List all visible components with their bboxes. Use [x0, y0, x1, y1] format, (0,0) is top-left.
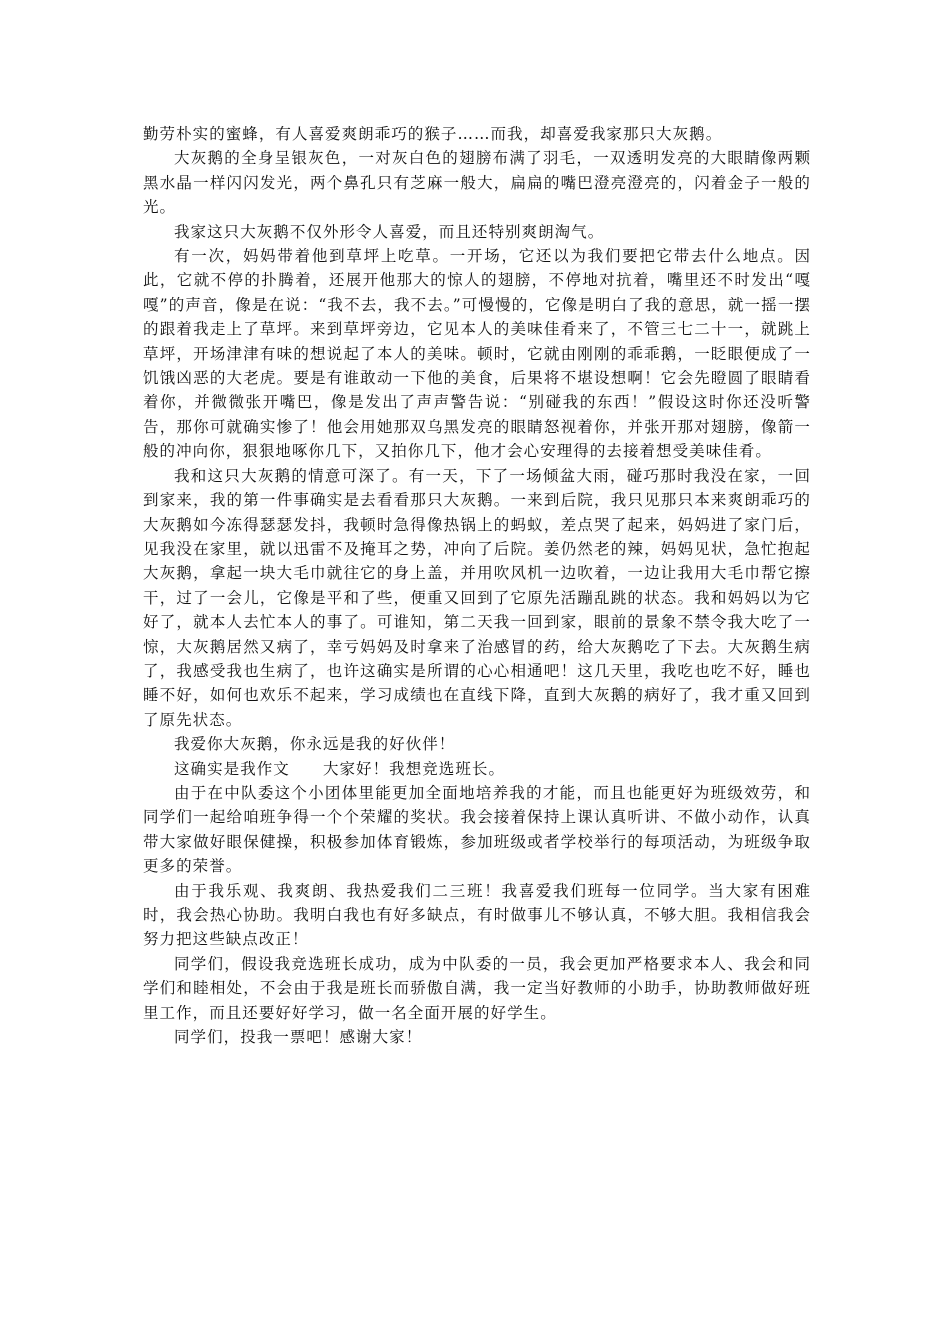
- paragraph-4: 有一次，妈妈带着他到草坪上吃草。一开场，它还以为我们要把它带去什么地点。因此，它就不停的扑腾着，还展开他那大的惊人的翅膀，不停地对抗着，嘴里还不时发出“嘎嘎”的声音，像是在说：“我不去，我不去。”可慢慢的，它像是明白了我的意思，就一摇一摆的跟着我走上了草坪。来到草坪旁边，它见本人的美味佳肴来了，不管三七二十一，就跳上草坪，开场津津有味的想说起了本人的美味。顿时，它就由刚刚的乖乖鹅，一眨眼便成了一饥饿凶恶的大老虎。要是有谁敢动一下他的美食，后果将不堪设想啊！它会先瞪圆了眼睛看着你，并微微张开嘴巴，像是发出了声声警告说：“别碰我的东西！”假设这时你还没听警告，那你可就确实惨了！他会用她那双乌黑发亮的眼睛怒视着你，并张开那对翅膀，像箭一般的冲向你，狠狠地啄你几下，又拍你几下，他才会心安理得的去接着想受美味佳肴。: [143, 247, 811, 461]
- paragraph-2: 大灰鹅的全身呈银灰色，一对灰白色的翅膀布满了羽毛，一双透明发亮的大眼睛像两颗黑水晶一样闪闪发光，两个鼻孔只有芝麻一般大，扁扁的嘴巴澄亮澄亮的，闪着金子一般的光。: [143, 149, 811, 217]
- paragraph-11: 同学们，投我一票吧！感谢大家！: [174, 1028, 423, 1047]
- paragraph-10: 同学们，假设我竞选班长成功，成为中队委的一员，我会更加严格要求本人、我会和同学们和睦相处，不会由于我是班长而骄傲自满，我一定当好教师的小助手，协助教师做好班里工作，而且还要好好学习，做一名全面开展的好学生。: [143, 954, 811, 1022]
- paragraph-8: 由于在中队委这个小团体里能更加全面地培养我的才能，而且也能更好为班级效劳，和同学们一起给咱班争得一个个荣耀的奖状。我会接着保持上课认真听讲、不做小动作，认真带大家做好眼保健操，积极参加体育锻炼，参加班级或者学校举行的每项活动，为班级争取更多的荣誉。: [143, 783, 811, 876]
- paragraph-5: 我和这只大灰鹅的情意可深了。有一天，下了一场倾盆大雨，碰巧那时我没在家，一回到家来，我的第一件事确实是去看看那只大灰鹅。一来到后院，我只见那只本来爽朗乖巧的大灰鹅如今冻得瑟瑟发抖，我顿时急得像热锅上的蚂蚁，差点哭了起来，妈妈进了家门后，见我没在家里，就以迅雷不及掩耳之势，冲向了后院。姜仍然老的辣，妈妈见状，急忙抱起大灰鹅，拿起一块大毛巾就往它的身上盖，并用吹风机一边吹着，一边让我用大毛巾帮它擦干，过了一会儿，它像是平和了些，便重又回到了它原先活蹦乱跳的状态。我和妈妈以为它好了，就本人去忙本人的事了。可谁知，第二天我一回到家，眼前的景象不禁令我大吃了一惊，大灰鹅居然又病了，幸亏妈妈及时拿来了治感冒的药，给大灰鹅吃了下去。大灰鹅生病了，我感受我也生病了，也许这确实是所谓的心心相通吧！这几天里，我吃也吃不好，睡也睡不好，如何也欢乐不起来，学习成绩也在直线下降，直到大灰鹅的病好了，我才重又回到了原先状态。: [143, 466, 811, 729]
- paragraph-1: 勤劳朴实的蜜蜂，有人喜爱爽朗乖巧的猴子……而我，却喜爱我家那只大灰鹅。: [143, 125, 723, 143]
- paragraph-6: 我爱你大灰鹅，你永远是我的好伙伴！: [174, 735, 456, 754]
- document-page: [143, 122, 811, 1049]
- paragraph-3: 我家这只大灰鹅不仅外形令人喜爱，而且还特别爽朗淘气。: [174, 222, 605, 241]
- paragraph-7: 这确实是我作文 大家好！我想竞选班长。: [174, 759, 506, 778]
- paragraph-9: 由于我乐观、我爽朗、我热爱我们二三班！我喜爱我们班每一位同学。当大家有困难时，我会热心协助。我明白我也有好多缺点，有时做事儿不够认真，不够大胆。我相信我会努力把这些缺点改正！: [143, 881, 811, 949]
